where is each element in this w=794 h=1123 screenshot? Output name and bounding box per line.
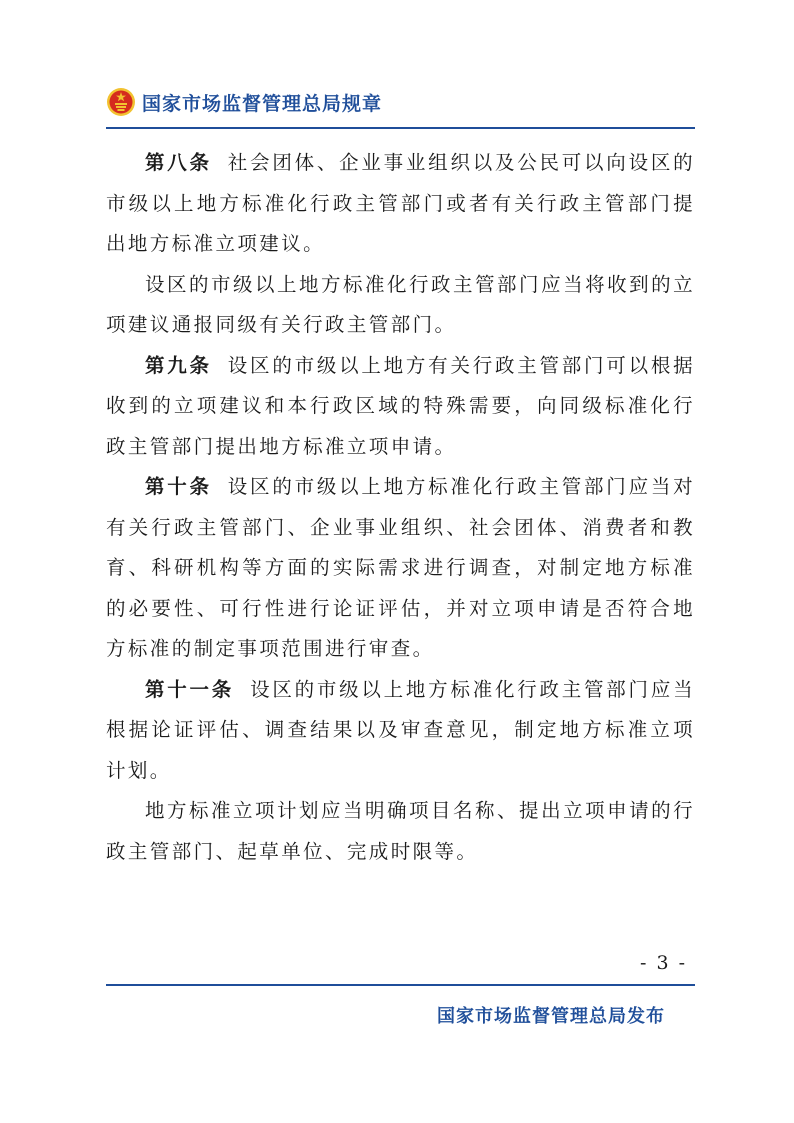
article-text: 设区的市级以上地方标准化行政主管部门应当根据论证评估、调查结果以及审查意见，制定地方标准立项计划。	[106, 677, 695, 782]
article-paragraph	[106, 670, 695, 792]
article-label: 第十一条	[145, 677, 235, 701]
footer-publisher: 国家市场监督管理总局发布	[437, 1006, 665, 1027]
article-paragraph	[106, 467, 695, 670]
document-body	[106, 143, 695, 872]
article-text: 设区的市级以上地方标准化行政主管部门应当将收到的立项建议通报同级有关行政主管部门。	[106, 272, 695, 336]
national-emblem-icon	[106, 87, 136, 117]
article-paragraph	[106, 791, 695, 872]
article-paragraph	[106, 143, 695, 265]
article-label: 第十条	[145, 475, 212, 498]
article-text: 地方标准立项计划应当明确项目名称、提出立项申请的行政主管部门、起草单位、完成时限等。	[106, 799, 695, 863]
page-number: - 3 -	[640, 952, 688, 974]
header-title: 国家市场监督管理总局规章	[142, 92, 383, 115]
article-paragraph	[106, 346, 695, 468]
article-label: 第八条	[145, 151, 212, 174]
article-text: 设区的市级以上地方有关行政主管部门可以根据收到的立项建议和本行政区域的特殊需要，向同级标准化行政主管部门提出地方标准立项申请。	[106, 353, 695, 458]
article-label: 第九条	[145, 353, 212, 377]
page-header	[106, 84, 382, 120]
header-divider	[106, 127, 695, 129]
article-paragraph	[106, 265, 695, 346]
article-text: 设区的市级以上地方标准化行政主管部门应当对有关行政主管部门、企业事业组织、社会团体、消费者和教育、科研机构等方面的实际需求进行调查，对制定地方标准的必要性、可行性进行论证评估，并对立项申请是否符合地方标准的制定事项范围进行审查。	[106, 475, 695, 660]
footer-divider	[106, 984, 695, 986]
article-text: 社会团体、企业事业组织以及公民可以向设区的市级以上地方标准化行政主管部门或者有关行政主管部门提出地方标准立项建议。	[106, 151, 695, 255]
